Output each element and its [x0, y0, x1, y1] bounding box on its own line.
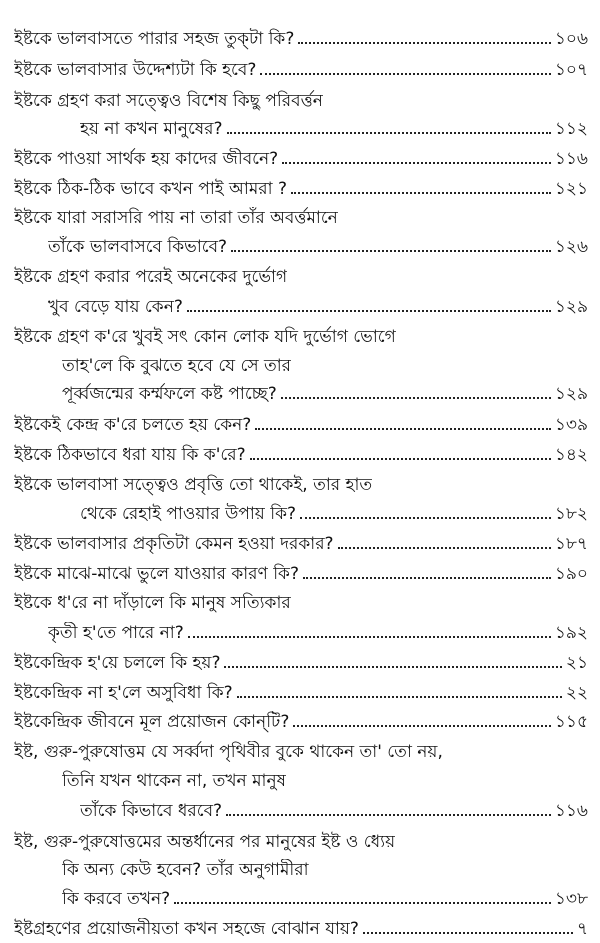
toc-page-number: ১১৬	[554, 801, 588, 821]
toc-entry-line	[14, 320, 588, 348]
toc-entry-text: তাঁকে কিভাবে ধরবে?	[80, 801, 223, 821]
toc-entry-text: ইষ্টকে ভালবাসা সত্ত্বেও প্রবৃত্তি তো থাকেই, তার হাত	[14, 475, 373, 495]
dot-leader	[300, 517, 551, 519]
toc-entry-line	[62, 853, 588, 881]
toc-entry-line	[80, 794, 588, 822]
toc-entry-text: ইষ্টকেই কেন্দ্র ক'রে চলতে হয় কেন?	[14, 415, 252, 435]
dot-leader	[293, 725, 551, 727]
toc-entry-line	[48, 290, 588, 318]
dot-leader	[188, 636, 551, 638]
toc-entry-line	[14, 201, 588, 229]
toc-entry-line	[62, 377, 588, 405]
dot-leader	[226, 814, 551, 816]
toc-entry-text: ইষ্টকে মাঝে-মাঝে ভুলে যাওয়ার কারণ কি?	[14, 564, 299, 584]
toc-entry-line	[62, 349, 588, 377]
toc-entry-text: ইষ্টকে যারা সরাসরি পায় না তারা তাঁর অবর্ত্তমানে	[14, 208, 338, 228]
dot-leader	[187, 310, 551, 312]
dot-leader	[282, 162, 551, 164]
dot-leader	[260, 73, 550, 75]
toc-entry-text: পূর্ব্বজন্মের কর্ম্মফলে কষ্ট পাচ্ছে?	[62, 384, 277, 404]
toc-entry-line	[14, 646, 588, 674]
toc-entry-line	[14, 735, 588, 763]
toc-entry-text: কৃতী হ'তে পারে না?	[48, 623, 184, 643]
dot-leader	[174, 902, 551, 904]
toc-page-number: ১১৫	[554, 712, 588, 732]
toc-entry-text: ইষ্টকে ধ'রে না দাঁড়ালে কি মানুষ সত্যিকার	[14, 593, 291, 613]
toc-entry-line	[14, 172, 588, 200]
toc-entry-text: কি করবে তখন?	[62, 889, 171, 909]
toc-entry-line	[14, 438, 588, 466]
toc-entry-line	[14, 22, 588, 50]
toc-page-number: ১৯০	[554, 564, 588, 584]
toc-entry-text: থেকে রেহাই পাওয়ার উপায় কি?	[80, 504, 296, 524]
toc-entry-line	[80, 497, 588, 525]
toc-entry-text: তিনি যখন থাকেন না, তখন মানুষ	[62, 771, 286, 791]
toc-page-number: ২২	[565, 683, 588, 703]
toc-entry-text: ইষ্টকে ভালবাসার প্রকৃতিটা কেমন হওয়া দরকার?	[14, 534, 334, 554]
toc-page-number: ১০৭	[554, 60, 588, 80]
toc-page-number: ১৪২	[554, 445, 588, 465]
toc-entry-text: ইষ্টকে ঠিক-ঠিক ভাবে কখন পাই আমরা ?	[14, 179, 287, 199]
toc-entry-text: ইষ্টকে পাওয়া সার্থক হয় কাদের জীবনে?	[14, 149, 279, 169]
dot-leader	[255, 428, 551, 430]
toc-entry-text: কি অন্য কেউ হবেন? তাঁর অনুগামীরা	[62, 860, 309, 880]
toc-entry-text: ইষ্টকেন্দ্রিক জীবনে মূল প্রয়োজন কোন্‌টি?	[14, 712, 290, 732]
toc-page-number: ১৮২	[554, 504, 588, 524]
toc-entry-text: ইষ্টকেন্দ্রিক না হ'লে অসুবিধা কি?	[14, 683, 233, 703]
toc-entry-text: হয় না কখন মানুষের?	[80, 119, 223, 139]
toc-page-number: ৭	[576, 919, 588, 939]
toc-entry-line	[80, 112, 588, 140]
toc-entry-line	[62, 764, 588, 792]
toc-entry-text: ইষ্টকে গ্রহণ করা সত্ত্বেও বিশেষ কিছু পরিবর্ত্তন	[14, 91, 323, 111]
toc-entry-text: ইষ্টগ্রহণের প্রয়োজনীয়তা কখন সহজে বোঝান যায়?	[14, 919, 359, 939]
toc-page-number: ১২৯	[554, 384, 588, 404]
toc-entry-line	[14, 586, 588, 614]
toc-entry-line	[14, 142, 588, 170]
dot-leader	[291, 192, 551, 194]
toc-entry-line	[14, 825, 588, 853]
toc-page-number: ১২৬	[554, 237, 588, 257]
dot-leader	[237, 696, 562, 698]
dot-leader	[281, 397, 551, 399]
toc-entry-text: ইষ্টকে ভালবাসতে পারার সহজ তুক্‌টা কি?	[14, 29, 295, 49]
dot-leader	[303, 577, 551, 579]
toc-entry-line	[14, 527, 588, 555]
toc-page-number: ১২১	[554, 179, 588, 199]
toc-entry-line	[14, 676, 588, 704]
toc-entry-line	[14, 408, 588, 436]
toc-entry-line	[48, 230, 588, 258]
dot-leader	[250, 458, 551, 460]
toc-entry-text: খুব বেড়ে যায় কেন?	[48, 297, 183, 317]
toc-entry-line	[14, 53, 588, 81]
toc-page-number: ১৯২	[554, 623, 588, 643]
toc-entry-text: ইষ্টকে গ্রহণ করার পরেই অনেকের দুর্ভোগ	[14, 267, 288, 287]
toc-entry-text: ইষ্ট, গুরু-পুরুষোত্তম যে সর্ব্বদা পৃথিবীর বুকে থাকেন তা' তো নয়,	[14, 742, 443, 762]
toc-page-number: ১২৯	[554, 297, 588, 317]
dot-leader	[363, 932, 573, 934]
toc-entry-line	[14, 260, 588, 288]
toc-entry-text: ইষ্টকে ঠিকভাবে ধরা যায় কি ক'রে?	[14, 445, 246, 465]
dot-leader	[338, 547, 551, 549]
toc-entry-line	[48, 616, 588, 644]
toc-page-number: ১০৬	[554, 29, 588, 49]
toc-page-number: ১৩৯	[554, 415, 588, 435]
toc-entry-line	[62, 882, 588, 910]
toc-entry-text: ইষ্টকে গ্রহণ ক'রে খুবই সৎ কোন লোক যদি দুর্ভোগ ভোগে	[14, 327, 396, 347]
toc-entry-text: ইষ্টকে ভালবাসার উদ্দেশ্যটা কি হবে?	[14, 60, 257, 80]
toc-page-number: ১৩৮	[554, 889, 588, 909]
dot-leader	[231, 250, 551, 252]
toc-entry-line	[14, 705, 588, 733]
toc-page-number: ১১২	[554, 119, 588, 139]
toc-entry-line	[14, 468, 588, 496]
toc-entry-line	[14, 557, 588, 585]
toc-page-number: ১১৬	[554, 149, 588, 169]
toc-page-number: ২১	[565, 653, 588, 673]
toc-entry-text: তাহ'লে কি বুঝতে হবে যে সে তার	[62, 356, 292, 376]
dot-leader	[298, 42, 551, 44]
toc-entry-text: ইষ্টকেন্দ্রিক হ'য়ে চললে কি হয়?	[14, 653, 221, 673]
toc-entry-line	[14, 912, 588, 940]
toc-entry-line	[14, 84, 588, 112]
toc-page-number: ১৮৭	[554, 534, 588, 554]
toc-entry-text: তাঁকে ভালবাসবে কিভাবে?	[48, 237, 228, 257]
toc-entry-text: ইষ্ট, গুরু-পুরুষোত্তমের অন্তর্ধানের পর মানুষের ইষ্ট ও ধ্যেয়	[14, 832, 396, 852]
dot-leader	[227, 132, 551, 134]
dot-leader	[224, 666, 561, 668]
